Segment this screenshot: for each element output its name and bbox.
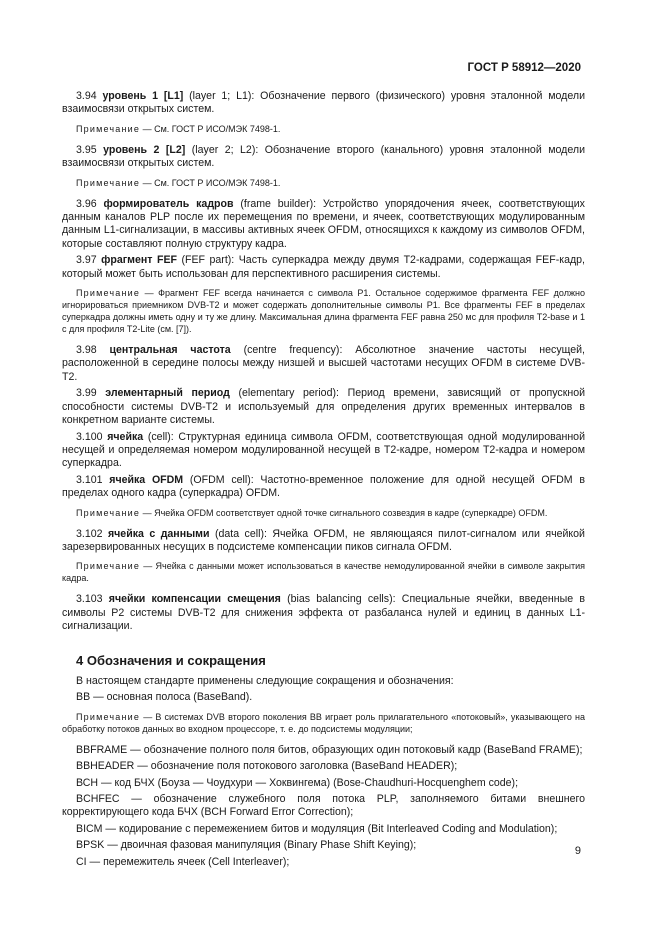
note: Примечание — Ячейка OFDM соответствует одной точке сигнального созвездия в кадре (суперкадре) OFDM. (76, 507, 548, 518)
document-code: ГОСТ Р 58912—2020 (467, 62, 581, 74)
note: Примечание — В системах DVB второго поколения ВВ играет роль прилагательного «потоковый», указывающего на обработку потоков данных во входном процессоре, т. е. до подсистемы модуляции; (62, 711, 585, 734)
abbr-entry: BBFRAME — обозначение полного поля битов, образующих один потоковый кадр (BaseBand FRAME); (76, 743, 583, 756)
term-entry: 3.94 уровень 1 [L1] (layer 1; L1): Обозначение первого (физического) уровня эталонной модели взаимосвязи открытых систем. (62, 90, 585, 116)
term-entry: 3.98 центральная частота (centre frequency): Абсолютное значение частоты несущей, расположенной в середине полосы между низшей и высшей частотами несущих OFDM в системе DVB-T2. (62, 344, 585, 383)
note: Примечание — Ячейка с данными может использоваться в качестве немодулированной ячейки в символе закрытия кадра. (62, 561, 585, 584)
abbr-entry: ВВ — основная полоса (BaseBand). (76, 691, 253, 704)
abbr-entry: BPSK — двоичная фазовая манипуляция (Binary Phase Shift Keying); (76, 839, 417, 852)
term-entry: 3.103 ячейки компенсации смещения (bias balancing cells): Специальные ячейки, введенные в символы Р2 системы DVB-T2 для снижения эффекта от разбаланса нулей и единиц в данных L1-сигнализации. (62, 593, 585, 633)
term-entry: 3.95 уровень 2 [L2] (layer 2; L2): Обозначение второго (канального) уровня эталонной модели взаимосвязи открытых систем. (62, 143, 585, 170)
term-entry: 3.96 формирователь кадров (frame builder): Устройство упорядочения ячеек, соответствующих данным каналов PLP после их перемещения по времени, и ячеек, соответствующих модулированным данным L1-сигнализации, в массивы активных ячеек OFDM, относящихся к каждому из символов OFDM, которые составляют полную структуру кадра. (62, 197, 585, 250)
note: Примечание — См. ГОСТ Р ИСО/МЭК 7498-1. (76, 123, 281, 134)
note: Примечание — Фрагмент FEF всегда начинается с символа Р1. Остальное содержимое фрагмента FEF должно игнорироваться приемником DVB-T2 и может содержать дополнительные символы Р1. Все фрагменты FEF в пределах суперкадра должны иметь одну и ту же длину. Максимальная длина фрагмента FEF равна 250 мс для профиля T2-base и 1 с для профиля T2-Lite (см. [7]). (62, 288, 585, 335)
term-entry: 3.99 элементарный период (elementary period): Период времени, зависящий от пропускной способности системы DVB-T2 и используемый для определения других временных интервалов в конкретном варианте системы. (62, 387, 585, 427)
abbr-entry: BCHFEC — обозначение служебного поля потока PLP, заполняемого битами внешнего корректирующего кода БЧХ (BCH Forward Error Correction); (62, 793, 585, 819)
term-entry: 3.97 фрагмент FEF (FEF part): Часть суперкадра между двумя Т2-кадрами, содержащая FEF-кадр, который может быть использован для перспективного расширения системы. (62, 254, 585, 280)
abbr-entry: ВСН — код БЧХ (Боуза — Чоудхури — Хоквингема) (Bose-Chaudhuri-Hocquenghem code); (76, 776, 519, 789)
section-intro: В настоящем стандарте применены следующие сокращения и обозначения: (76, 674, 454, 687)
document-body (62, 90, 585, 872)
abbr-entry: CI — перемежитель ячеек (Cell Interleaver); (76, 855, 290, 868)
page-number: 9 (574, 845, 581, 857)
section-heading: 4 Обозначения и сокращения (76, 652, 266, 668)
term-entry: 3.101 ячейка OFDM (OFDM cell): Частотно-временное положение для одной несущей OFDM в пределах одного кадра (суперкадра) OFDM. (62, 473, 585, 500)
term-entry: 3.100 ячейка (cell): Структурная единица символа OFDM, соответствующая одной модулированной несущей и определяемая номером модулированной несущей в Т2-кадре, номером Т2-кадра и номером суперкадра. (62, 430, 585, 470)
abbr-entry: BICM — кодирование с перемежением битов и модуляция (Bit Interleaved Coding and Modulation); (76, 822, 558, 835)
note: Примечание — См. ГОСТ Р ИСО/МЭК 7498-1. (76, 177, 281, 188)
abbr-entry: BBHEADER — обозначение поля потокового заголовка (BaseBand HEADER); (76, 760, 458, 773)
term-entry: 3.102 ячейка с данными (data cell): Ячейка OFDM, не являющаяся пилот-сигналом или ячейкой зарезервированных несущих в подсистеме компенсации пиков сигнала OFDM. (62, 527, 585, 553)
